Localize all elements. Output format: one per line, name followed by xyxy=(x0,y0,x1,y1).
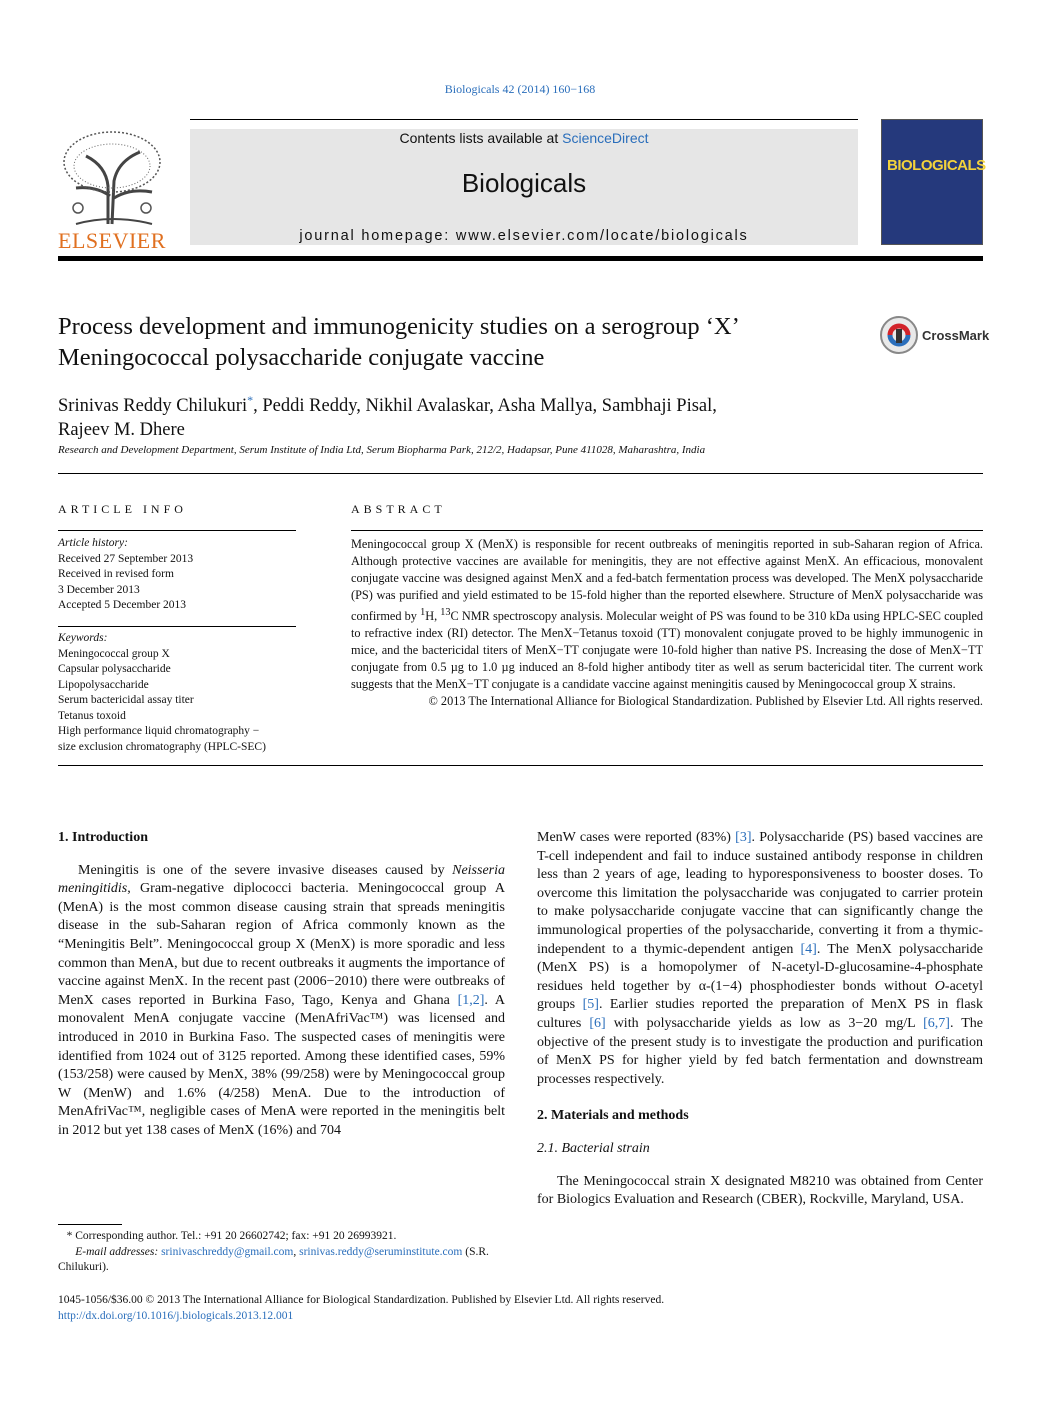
sciencedirect-link[interactable]: ScienceDirect xyxy=(562,130,649,146)
abstract-heading: ABSTRACT xyxy=(351,502,446,516)
reference-link[interactable]: [1,2] xyxy=(457,992,485,1008)
keyword: Capsular polysaccharide xyxy=(58,663,171,675)
header-thick-rule xyxy=(58,256,983,261)
doi-link[interactable]: http://dx.doi.org/10.1016/j.biologicals.2013.12.001 xyxy=(58,1309,294,1322)
keyword: High performance liquid chromatography − xyxy=(58,725,260,737)
elsevier-wordmark: ELSEVIER xyxy=(58,228,166,253)
corresponding-author-footnote: * Corresponding author. Tel.: +91 20 26602742; fax: +91 20 26993921. E-mail addresses: srinivaschreddy@gmail.com, srinivas.reddy@seruminstitute.com (S.R. Chilukuri). xyxy=(58,1230,489,1273)
journal-homepage[interactable]: journal homepage: www.elsevier.com/locate/biologicals xyxy=(299,228,749,244)
article-info-heading: ARTICLE INFO xyxy=(58,502,187,516)
article-title: Process development and immunogenicity studies on a serogroup ‘X’ Meningococcal polysaccharide conjugate vaccine xyxy=(58,313,738,371)
body-column-left xyxy=(58,829,505,1141)
page-footer xyxy=(58,1293,983,1324)
contents-line: Contents lists available at ScienceDirect xyxy=(399,130,649,146)
keyword: Lipopolysaccharide xyxy=(58,678,149,691)
journal-citation[interactable]: Biologicals 42 (2014) 160−168 xyxy=(444,82,596,96)
keyword: size exclusion chromatography (HPLC-SEC) xyxy=(58,740,266,753)
keyword: Meningococcal group X xyxy=(58,647,170,660)
footnote-rule xyxy=(58,1224,122,1225)
reference-link[interactable]: [6,7] xyxy=(923,1015,950,1031)
divider xyxy=(58,473,983,474)
author-list: Srinivas Reddy Chilukuri*, Peddi Reddy, Nikhil Avalaskar, Asha Mallya, Sambhaji Pisal, Rajeev M. Dhere xyxy=(58,393,717,441)
journal-cover-image xyxy=(881,119,986,245)
keyword: Serum bactericidal assay titer xyxy=(58,694,194,706)
email-link[interactable]: srinivas.reddy@seruminstitute.com xyxy=(299,1245,463,1258)
journal-cover-title: BIOLOGICALS xyxy=(887,157,986,174)
intro-paragraph-continued: MenW cases were reported (83%) [3]. Polysaccharide (PS) based vaccines are T-cell independent and fail to induce sustained antibody response in children less than 2 years of age, leading to hyporesponsiveness to booster doses. To overcome this limitation the polysaccharide was conjugated to carrier protein to make polysaccharide conjugate vaccine that can significantly change the immunological properties of the polysaccharide, converting it from a thymic-independent to a thymic-dependent antigen [4]. The MenX polysaccharide (MenX PS) is a homopolymer of N-acetyl-D-glucosamine-4-phosphate residues held together by α-(1−4) phosphodiester bonds without O-acetyl groups [5]. Earlier studies reported the preparation of MenX PS in flask cultures [6] with polysaccharide yields as low as 3−20 mg/L [6,7]. The objective of the present study is to investigate the production and purification of MenX PS for higher yield by fed batch fermentation and downstream processes respectively. xyxy=(537,830,984,1087)
divider xyxy=(58,626,296,627)
keywords: Keywords: Meningococcal group X Capsular polysaccharide Lipopolysaccharide Serum bactericidal assay titer Tetanus toxoid High performance liquid chromatography − size exclusion chromatography (HPLC-SEC) xyxy=(58,631,298,755)
crossmark-label[interactable]: CrossMark xyxy=(922,328,990,343)
methods-paragraph: The Meningococcal strain X designated M8210 was obtained from Center for Biologics Evaluation and Research (CBER), Rockville, Maryland, USA. xyxy=(537,1173,983,1208)
header-top-rule xyxy=(190,119,858,120)
divider xyxy=(58,530,296,531)
crossmark-icon[interactable] xyxy=(879,315,919,355)
reference-link[interactable]: [3] xyxy=(735,830,752,845)
article-history: Article history: Received 27 September 2013 Received in revised form 3 December 2013 Accepted 5 December 2013 xyxy=(58,537,194,611)
abstract-text: Meningococcal group X (MenX) is responsible for recent outbreaks of meningitis reported in sub-Saharan region of Africa. Although protective vaccines are available for meningitis, they are not effective against MenX. An efficacious, monovalent conjugate vaccine was designed against MenX and a fed-batch fermentation process was developed. The MenX polysaccharide (PS) was purified and yield estimated to be 15-fold higher than the reported elsewhere. Structure of MenX polysaccharide was confirmed by $^1$H, $^{13}$C NMR spectroscopy analysis. Molecular weight of PS was found to be 310 kDa using HPLC-SEC coupled to refractive index (RI) detector. The MenX−Tetanus toxoid (TT) monovalent conjugate proved to be highly immunogenic in mice, and the bactericidal titers of MenX−TT conjugate were 10-fold higher than native PS. Increasing the dose of MenX−TT conjugate from 0.5 µg to 1.0 µg induced an 8-fold higher antibody titer as well as serum bactericidal titer. The current work suggests that the MenX−TT conjugate is a candidate vaccine against meningitis caused by Meningococcal group X strains. © 2013 The International Alliance for Biological Standardization. Published by Elsevier Ltd. All rights reserved. xyxy=(351,537,984,709)
abstract-copyright: © 2013 The International Alliance for Biological Standardization. Published by Elsevier Ltd. All rights reserved. xyxy=(428,694,983,709)
corresponding-author-mark[interactable]: * xyxy=(247,393,254,407)
reference-link[interactable]: [6] xyxy=(589,1015,606,1031)
email-link[interactable]: srinivaschreddy@gmail.com xyxy=(161,1245,294,1258)
intro-paragraph: Meningitis is one of the severe invasive diseases caused by Neisseria meningitidis, Gram-negative diplococci bacteria. Meningococcal group A (MenA) is the most common disease causing strain that spreads meningitis disease in the sub-Saharan region of Africa commonly known as the “Meningitis Belt”. Meningococcal group X (MenX) is more sporadic and less common than MenA, but due to recent outbreaks it augments the importance of vaccine against MenX. In the recent past (2006−2010) there were outbreaks of MenX cases reported in Burkina Faso, Tago, Kenya and Ghana [1,2]. A monovalent MenA conjugate vaccine (MenAfriVac™) was licensed and introduced in 2010 in Burkina Faso. The suspected cases of meningitis were identified from 1024 out of 3125 reported. Among these identified cases, 59% (153/258) were caused by MenX, 38% (99/258) were by Meningococcal group W (MenW) and 1.6% (4/258) MenA. Due to the introduction of MenAfriVac™, negligible cases of MenA were reported in the meningitis belt in 2012 but yet 138 cases of MenX (16%) and 704 xyxy=(58,862,505,1138)
issn-copyright: 1045-1056/$36.00 © 2013 The International Alliance for Biological Standardization. Published by Elsevier Ltd. All rights reserved. xyxy=(58,1294,665,1306)
divider xyxy=(351,530,983,531)
section-heading-introduction: 1. Introduction xyxy=(58,830,148,845)
keyword: Tetanus toxoid xyxy=(58,709,126,722)
reference-link[interactable]: [5] xyxy=(582,997,599,1013)
subsection-heading-bacterial-strain: 2.1. Bacterial strain xyxy=(537,1140,650,1156)
affiliation: Research and Development Department, Serum Institute of India Ltd, Serum Biopharma Park, 212/2, Hadapsar, Pune 411028, Maharashtra, India xyxy=(58,444,706,456)
body-column-right xyxy=(537,829,983,1210)
section-heading-methods: 2. Materials and methods xyxy=(537,1108,689,1124)
divider xyxy=(58,765,983,766)
journal-name: Biologicals xyxy=(461,168,587,198)
reference-link[interactable]: [4] xyxy=(800,941,817,957)
